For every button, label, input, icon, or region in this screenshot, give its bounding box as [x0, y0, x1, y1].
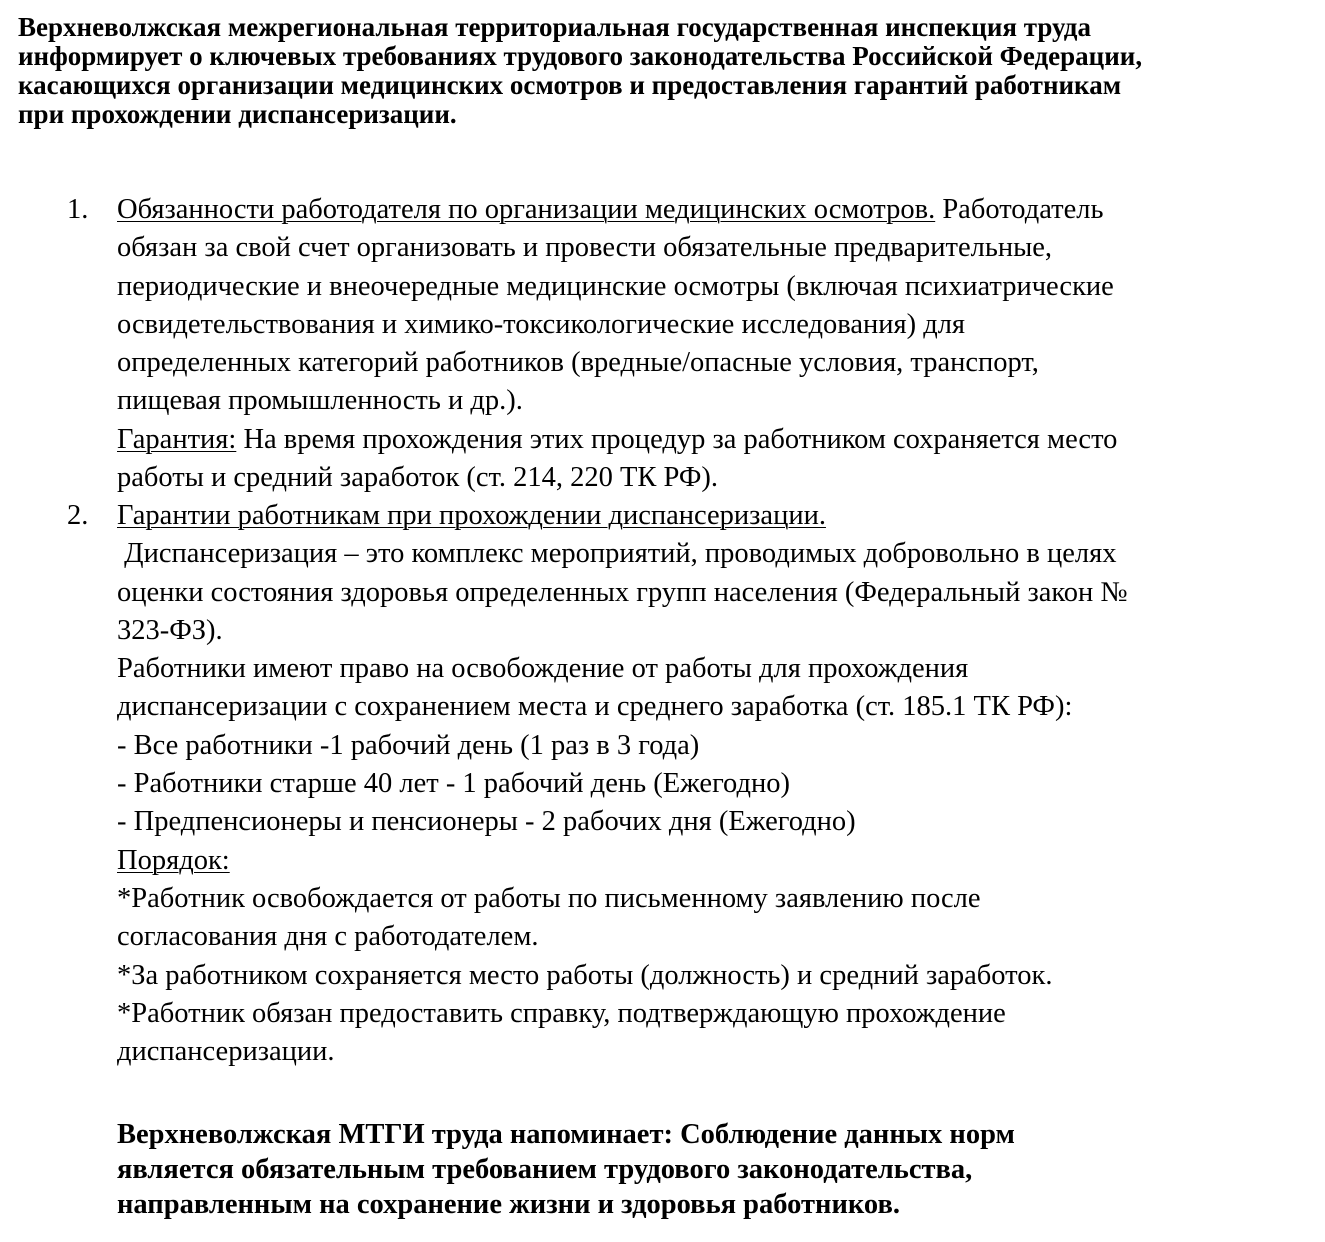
- footer-line: является обязательным требованием трудового законодательства,: [117, 1154, 973, 1185]
- text-line: Работники имеют право на освобождение от работы для прохождения: [117, 653, 969, 685]
- order-text-line: согласования дня с работодателем.: [117, 921, 539, 953]
- text-line: обязан за свой счет организовать и провести обязательные предварительные,: [117, 232, 1052, 264]
- list-item-2-title-line: [117, 497, 1317, 535]
- list-item-1-title-tail: Работодатель: [935, 194, 1104, 225]
- list-item-2-title: Гарантии работникам при прохождении диспансеризации.: [117, 500, 826, 531]
- footer-line: направленным на сохранение жизни и здоровья работников.: [117, 1189, 900, 1220]
- text-line: - Работники старше 40 лет - 1 рабочий день (Ежегодно): [117, 768, 790, 800]
- list-item-1-title: Обязанности работодателя по организации медицинских осмотров.: [117, 194, 936, 225]
- text-line: работы и средний заработок (ст. 214, 220 ТК РФ).: [117, 462, 719, 494]
- text-line: - Предпенсионеры и пенсионеры - 2 рабочих дня (Ежегодно): [117, 806, 856, 838]
- header-block: [18, 13, 1318, 129]
- text-line: диспансеризации с сохранением места и среднего заработка (ст. 185.1 ТК РФ):: [117, 691, 1073, 723]
- guarantee-line: [117, 421, 1317, 459]
- list-item-1-title-line: [117, 191, 1317, 229]
- header-line: при прохождении диспансеризации.: [18, 99, 457, 129]
- order-line: [117, 842, 1317, 880]
- header-line: касающихся организации медицинских осмотров и предоставления гарантий работникам: [18, 70, 1122, 100]
- order-label: Порядок:: [117, 844, 230, 876]
- text-line: 323-ФЗ).: [117, 614, 223, 646]
- footer-notice: [117, 1117, 1317, 1222]
- text-line: пищевая промышленность и др.).: [117, 385, 523, 417]
- text-line: оценки состояния здоровья определенных групп населения (Федеральный закон №: [117, 576, 1128, 608]
- guarantee-label: Гарантия:: [117, 423, 237, 455]
- text-line: освидетельствования и химико-токсикологические исследования) для: [117, 308, 966, 340]
- list-item-2-body: [117, 497, 1317, 1071]
- footer-line: Верхневолжская МТГИ труда напоминает: Соблюдение данных норм: [117, 1119, 1015, 1150]
- text-line: определенных категорий работников (вредные/опасные условия, транспорт,: [117, 347, 1039, 379]
- guarantee-text: На время прохождения этих процедур за работником сохраняется место: [236, 423, 1118, 455]
- order-text-line: *Работник обязан предоставить справку, подтверждающую прохождение: [117, 997, 1006, 1029]
- header-line: информирует о ключевых требованиях трудового законодательства Российской Федерации,: [18, 41, 1143, 71]
- header-line: Верхневолжская межрегиональная территориальная государственная инспекция труда: [18, 12, 1091, 42]
- order-text-line: диспансеризации.: [117, 1036, 335, 1068]
- text-line: - Все работники -1 рабочий день (1 раз в 3 года): [117, 729, 700, 761]
- text-line: периодические и внеочередные медицинские осмотры (включая психиатрические: [117, 270, 1114, 302]
- list-item-1-number: 1.: [67, 194, 89, 225]
- text-line: Диспансеризация – это комплекс мероприятий, проводимых добровольно в целях: [117, 538, 1117, 570]
- list-item-1-body: [117, 191, 1317, 497]
- order-text-line: *Работник освобождается от работы по письменному заявлению после: [117, 882, 981, 914]
- list-item-2-number: 2.: [67, 500, 89, 531]
- order-text-line: *За работником сохраняется место работы (должность) и средний заработок.: [117, 959, 1053, 991]
